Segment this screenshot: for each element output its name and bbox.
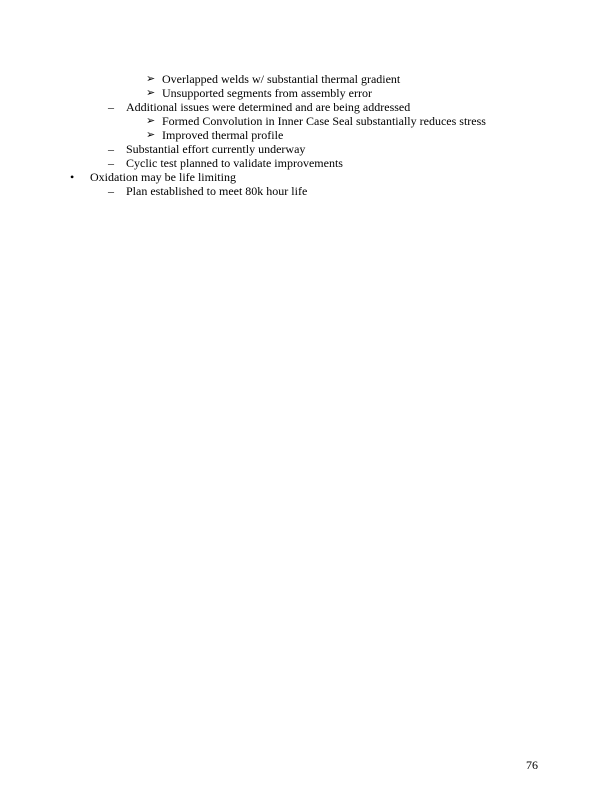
page-number: 76 — [526, 758, 538, 772]
dash-bullet-icon: – — [108, 156, 114, 170]
dash-bullet-icon: – — [108, 184, 114, 198]
dash-bullet-icon: – — [108, 142, 114, 156]
list-item-text: Formed Convolution in Inner Case Seal substantially reduces stress — [162, 114, 486, 128]
list-item-text: Additional issues were determined and are being addressed — [126, 100, 411, 114]
list-item-text: Oxidation may be life limiting — [90, 170, 236, 184]
arrow-bullet-icon: ➢ — [146, 128, 156, 141]
list-item-text: Unsupported segments from assembly error — [162, 86, 372, 100]
arrow-bullet-icon: ➢ — [146, 114, 156, 127]
list-item-text: Overlapped welds w/ substantial thermal gradient — [162, 72, 401, 86]
list-item-text: Substantial effort currently underway — [126, 142, 306, 156]
dash-bullet-icon: – — [108, 100, 114, 114]
list-item-text: Improved thermal profile — [162, 128, 284, 142]
arrow-bullet-icon: ➢ — [146, 72, 156, 85]
list-item-text: Plan established to meet 80k hour life — [126, 184, 308, 198]
dot-bullet-icon: • — [70, 170, 75, 184]
list-item-text: Cyclic test planned to validate improvements — [126, 156, 343, 170]
arrow-bullet-icon: ➢ — [146, 86, 156, 99]
